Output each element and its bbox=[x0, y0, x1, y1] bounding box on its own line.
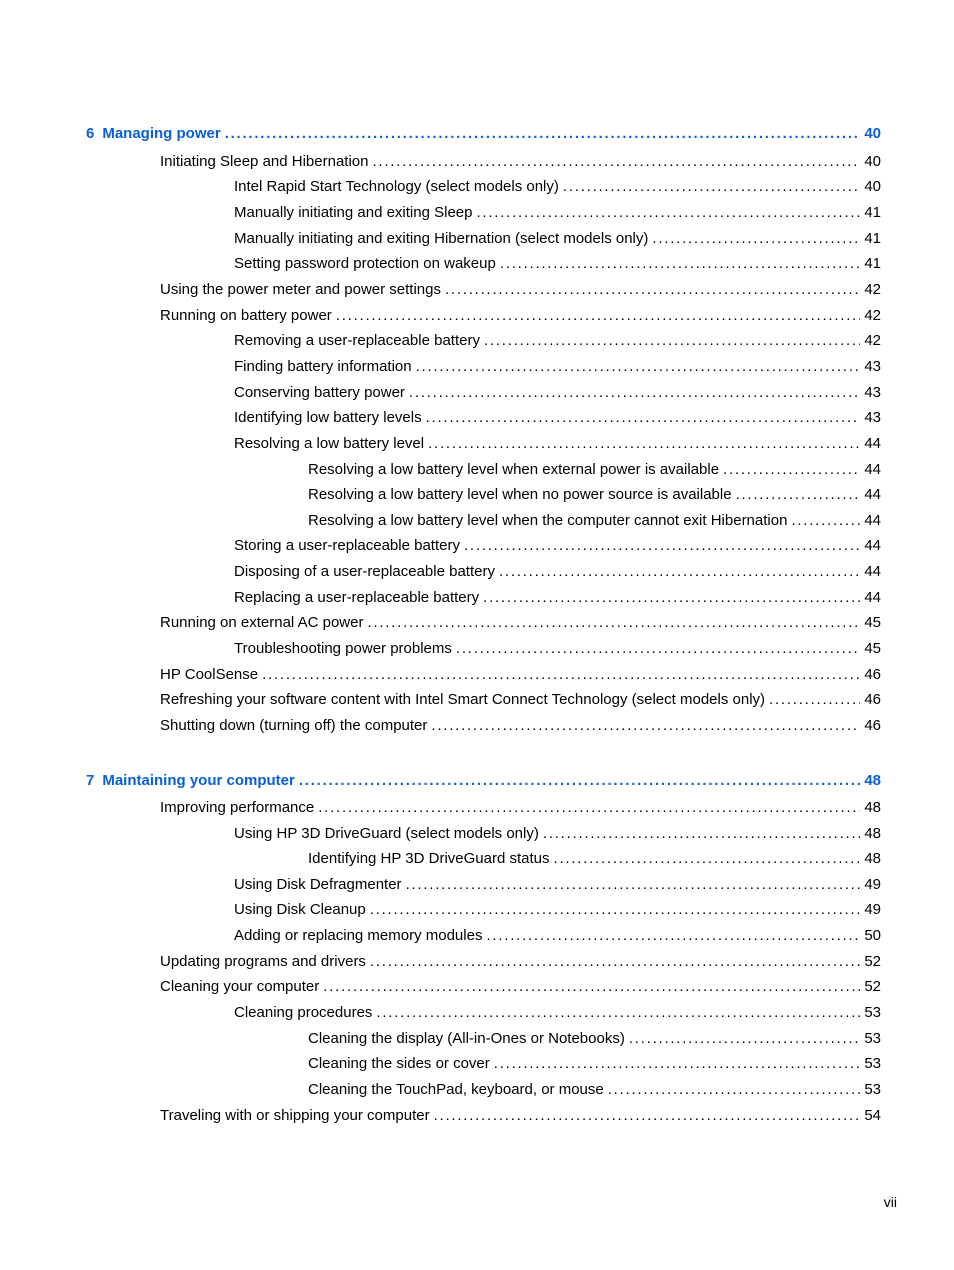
toc-entry[interactable] bbox=[308, 1055, 881, 1073]
dot-leader bbox=[225, 125, 861, 143]
toc-entry[interactable] bbox=[160, 614, 881, 632]
toc-entry[interactable] bbox=[234, 825, 881, 843]
dot-leader bbox=[367, 614, 860, 632]
dot-leader bbox=[608, 1081, 861, 1099]
dot-leader bbox=[299, 772, 860, 790]
page-ref: 44 bbox=[864, 537, 881, 554]
toc-entry[interactable] bbox=[234, 255, 881, 273]
page-ref: 43 bbox=[864, 409, 881, 426]
page-ref: 44 bbox=[864, 461, 881, 478]
dot-leader bbox=[484, 332, 860, 350]
dot-leader bbox=[791, 512, 860, 530]
entry-title: Refreshing your software content with Intel Smart Connect Technology (select models only) bbox=[160, 691, 766, 708]
toc-entry[interactable] bbox=[160, 1107, 881, 1125]
page-ref: 53 bbox=[864, 1030, 881, 1047]
entry-title: Running on battery power bbox=[160, 307, 332, 324]
entry-title: Traveling with or shipping your computer bbox=[160, 1107, 430, 1124]
page-ref: 46 bbox=[864, 691, 881, 708]
entry-title: Removing a user-replaceable battery bbox=[234, 332, 480, 349]
page-ref: 44 bbox=[864, 435, 881, 452]
entry-title: Disposing of a user-replaceable battery bbox=[234, 563, 495, 580]
page-ref: 45 bbox=[864, 614, 881, 631]
toc-entry[interactable] bbox=[160, 799, 881, 817]
dot-leader bbox=[376, 1004, 860, 1022]
toc-entry[interactable] bbox=[160, 153, 881, 171]
toc-entry[interactable] bbox=[160, 307, 881, 325]
dot-leader bbox=[476, 204, 860, 222]
dot-leader bbox=[456, 640, 860, 658]
toc-entry[interactable] bbox=[234, 178, 881, 196]
toc-entry[interactable] bbox=[160, 717, 881, 735]
dot-leader bbox=[629, 1030, 860, 1048]
toc-entry[interactable] bbox=[234, 901, 881, 919]
entry-title: Manually initiating and exiting Hibernation (select models only) bbox=[234, 230, 649, 247]
page-ref: 44 bbox=[864, 512, 881, 529]
dot-leader bbox=[652, 230, 860, 248]
page-ref: 48 bbox=[864, 772, 881, 789]
entry-title: Initiating Sleep and Hibernation bbox=[160, 153, 369, 170]
entry-title: Cleaning procedures bbox=[234, 1004, 373, 1021]
toc-entry[interactable] bbox=[234, 384, 881, 402]
toc-entry[interactable] bbox=[308, 512, 881, 530]
page-ref: 49 bbox=[864, 876, 881, 893]
page-ref: 43 bbox=[864, 358, 881, 375]
toc-entry[interactable] bbox=[234, 332, 881, 350]
toc-entry[interactable] bbox=[234, 537, 881, 555]
toc-entry[interactable] bbox=[308, 461, 881, 479]
toc-entry[interactable] bbox=[234, 927, 881, 945]
entry-title: Troubleshooting power problems bbox=[234, 640, 452, 657]
page-ref: 41 bbox=[864, 204, 881, 221]
dot-leader bbox=[323, 978, 860, 996]
entry-title: Identifying low battery levels bbox=[234, 409, 422, 426]
page-ref: 45 bbox=[864, 640, 881, 657]
entry-title: Resolving a low battery level when no power source is available bbox=[308, 486, 732, 503]
entry-title: Manually initiating and exiting Sleep bbox=[234, 204, 473, 221]
entry-title: Resolving a low battery level when the computer cannot exit Hibernation bbox=[308, 512, 788, 529]
entry-title: Shutting down (turning off) the computer bbox=[160, 717, 428, 734]
toc-entry[interactable] bbox=[234, 435, 881, 453]
page-ref: 40 bbox=[864, 125, 881, 142]
toc-entry[interactable] bbox=[234, 1004, 881, 1022]
chapter-title: 6 Managing power bbox=[86, 125, 221, 142]
entry-title: Cleaning the display (All-in-Ones or Notebooks) bbox=[308, 1030, 625, 1047]
toc-entry[interactable] bbox=[234, 409, 881, 427]
toc-entry[interactable] bbox=[308, 486, 881, 504]
dot-leader bbox=[445, 281, 860, 299]
dot-leader bbox=[409, 384, 860, 402]
dot-leader bbox=[370, 901, 861, 919]
dot-leader bbox=[483, 589, 860, 607]
entry-title: Finding battery information bbox=[234, 358, 412, 375]
entry-title: Improving performance bbox=[160, 799, 315, 816]
dot-leader bbox=[370, 953, 860, 971]
dot-leader bbox=[494, 1055, 861, 1073]
page-ref: 48 bbox=[864, 799, 881, 816]
toc-chapter-7[interactable] bbox=[86, 772, 881, 790]
entry-title: Updating programs and drivers bbox=[160, 953, 366, 970]
dot-leader bbox=[723, 461, 860, 479]
page-ref: 46 bbox=[864, 666, 881, 683]
page-ref: 48 bbox=[864, 825, 881, 842]
dot-leader bbox=[499, 563, 860, 581]
toc-entry[interactable] bbox=[234, 563, 881, 581]
dot-leader bbox=[428, 435, 860, 453]
toc-entry[interactable] bbox=[160, 666, 881, 684]
dot-leader bbox=[563, 178, 860, 196]
page-ref: 53 bbox=[864, 1004, 881, 1021]
dot-leader bbox=[543, 825, 860, 843]
toc-entry[interactable] bbox=[234, 358, 881, 376]
page-ref: 54 bbox=[864, 1107, 881, 1124]
page-ref: 42 bbox=[864, 332, 881, 349]
dot-leader bbox=[416, 358, 861, 376]
dot-leader bbox=[318, 799, 860, 817]
entry-title: Resolving a low battery level bbox=[234, 435, 425, 452]
toc-entry[interactable] bbox=[234, 876, 881, 894]
dot-leader bbox=[434, 1107, 861, 1125]
page-ref: 50 bbox=[864, 927, 881, 944]
dot-leader bbox=[769, 691, 860, 709]
entry-title: Cleaning the TouchPad, keyboard, or mouse bbox=[308, 1081, 604, 1098]
page-ref: 41 bbox=[864, 255, 881, 272]
toc-entry[interactable] bbox=[234, 640, 881, 658]
page-ref: 40 bbox=[864, 153, 881, 170]
dot-leader bbox=[336, 307, 861, 325]
toc-entry[interactable] bbox=[308, 1030, 881, 1048]
footer-page-number: vii bbox=[883, 1194, 897, 1210]
dot-leader bbox=[464, 537, 860, 555]
entry-title: Using HP 3D DriveGuard (select models only) bbox=[234, 825, 539, 842]
toc-entry[interactable] bbox=[308, 1081, 881, 1099]
entry-title: Intel Rapid Start Technology (select models only) bbox=[234, 178, 559, 195]
entry-title: Running on external AC power bbox=[160, 614, 364, 631]
page-ref: 40 bbox=[864, 178, 881, 195]
dot-leader bbox=[554, 850, 861, 868]
page-ref: 44 bbox=[864, 589, 881, 606]
entry-title: Storing a user-replaceable battery bbox=[234, 537, 460, 554]
entry-title: Using Disk Cleanup bbox=[234, 901, 366, 918]
dot-leader bbox=[486, 927, 860, 945]
page-ref: 41 bbox=[864, 230, 881, 247]
page-ref: 44 bbox=[864, 563, 881, 580]
toc-entry[interactable] bbox=[308, 850, 881, 868]
entry-title: Using Disk Defragmenter bbox=[234, 876, 402, 893]
page-ref: 52 bbox=[864, 953, 881, 970]
toc-entry[interactable] bbox=[234, 230, 881, 248]
dot-leader bbox=[431, 717, 860, 735]
page-ref: 53 bbox=[864, 1055, 881, 1072]
page-ref: 46 bbox=[864, 717, 881, 734]
dot-leader bbox=[500, 255, 860, 273]
entry-title: Adding or replacing memory modules bbox=[234, 927, 483, 944]
page-ref: 44 bbox=[864, 486, 881, 503]
entry-title: Replacing a user-replaceable battery bbox=[234, 589, 480, 606]
toc-entry[interactable] bbox=[160, 953, 881, 971]
dot-leader bbox=[426, 409, 861, 427]
entry-title: Identifying HP 3D DriveGuard status bbox=[308, 850, 550, 867]
toc-entry[interactable] bbox=[160, 691, 881, 709]
entry-title: Resolving a low battery level when external power is available bbox=[308, 461, 720, 478]
entry-title: Cleaning the sides or cover bbox=[308, 1055, 490, 1072]
entry-title: Cleaning your computer bbox=[160, 978, 320, 995]
page-ref: 42 bbox=[864, 307, 881, 324]
chapter-title: 7 Maintaining your computer bbox=[86, 772, 295, 789]
toc-entry[interactable] bbox=[234, 589, 881, 607]
page-ref: 43 bbox=[864, 384, 881, 401]
dot-leader bbox=[262, 666, 860, 684]
entry-title: Conserving battery power bbox=[234, 384, 405, 401]
toc-entry[interactable] bbox=[234, 204, 881, 222]
page-ref: 42 bbox=[864, 281, 881, 298]
entry-title: HP CoolSense bbox=[160, 666, 259, 683]
toc-chapter-6[interactable] bbox=[86, 125, 881, 143]
page-ref: 48 bbox=[864, 850, 881, 867]
toc-entry[interactable] bbox=[160, 978, 881, 996]
page-ref: 53 bbox=[864, 1081, 881, 1098]
dot-leader bbox=[406, 876, 861, 894]
entry-title: Using the power meter and power settings bbox=[160, 281, 441, 298]
page-ref: 49 bbox=[864, 901, 881, 918]
entry-title: Setting password protection on wakeup bbox=[234, 255, 496, 272]
page-ref: 52 bbox=[864, 978, 881, 995]
dot-leader bbox=[736, 486, 861, 504]
toc-entry[interactable] bbox=[160, 281, 881, 299]
dot-leader bbox=[372, 153, 860, 171]
